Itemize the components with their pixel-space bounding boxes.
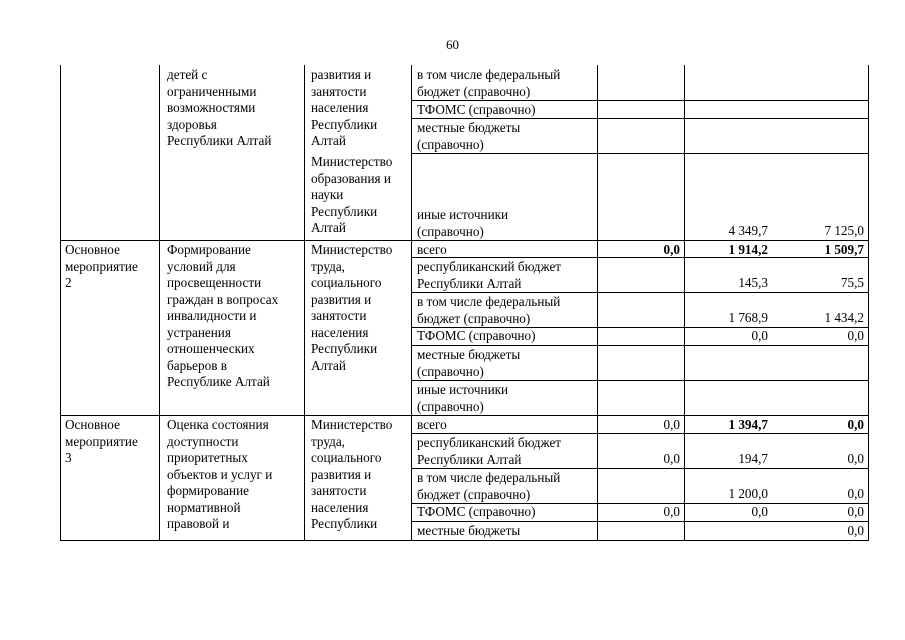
value-cell: 7 125,0 bbox=[824, 223, 864, 238]
table-border-bottom bbox=[60, 540, 869, 541]
event-name-cell: Оценка состояния доступности приоритетных объектов и услуг и формирование нормативной правовой и bbox=[167, 417, 273, 531]
column-divider bbox=[411, 65, 412, 541]
section-divider bbox=[60, 415, 869, 416]
table-border-right bbox=[868, 65, 869, 541]
source-cell: местные бюджеты bbox=[417, 523, 521, 538]
row-divider bbox=[411, 292, 869, 293]
executor-cell: Министерство образования и науки Республики Алтай bbox=[311, 154, 393, 235]
source-cell: местные бюджеты (справочно) bbox=[417, 120, 521, 152]
value-cell: 0,0 bbox=[751, 328, 768, 343]
value-cell: 194,7 bbox=[738, 451, 768, 466]
source-cell: республиканский бюджет Республики Алтай bbox=[417, 259, 562, 291]
source-cell: республиканский бюджет Республики Алтай bbox=[417, 435, 562, 467]
row-divider bbox=[411, 380, 869, 381]
source-cell: в том числе федеральный бюджет (справочно) bbox=[417, 470, 561, 502]
row-divider bbox=[411, 521, 869, 522]
event-label: Основное мероприятие 2 bbox=[65, 242, 138, 290]
event-name-cell: детей с ограниченными возможностями здоровья Республики Алтай bbox=[167, 67, 272, 148]
value-cell: 0,0 bbox=[847, 504, 864, 519]
row-divider bbox=[411, 100, 869, 101]
value-cell: 0,0 bbox=[663, 417, 680, 432]
value-cell: 1 768,9 bbox=[728, 310, 768, 325]
value-cell: 0,0 bbox=[847, 523, 864, 538]
column-divider bbox=[304, 65, 305, 541]
value-cell: 4 349,7 bbox=[728, 223, 768, 238]
value-cell: 0,0 bbox=[663, 504, 680, 519]
event-label: Основное мероприятие 3 bbox=[65, 417, 138, 465]
row-divider bbox=[411, 345, 869, 346]
row-divider bbox=[411, 468, 869, 469]
event-name-cell: Формирование условий для просвещенности граждан в вопросах инвалидности и устранения отношенческих барьеров в Республике Алтай bbox=[167, 242, 279, 389]
source-cell: ТФОМС (справочно) bbox=[417, 102, 536, 117]
value-cell: 1 509,7 bbox=[824, 242, 864, 257]
source-cell: иные источники (справочно) bbox=[417, 207, 509, 239]
section-divider bbox=[60, 240, 869, 241]
value-cell: 0,0 bbox=[847, 328, 864, 343]
value-cell: 145,3 bbox=[738, 275, 768, 290]
source-cell: в том числе федеральный бюджет (справочно) bbox=[417, 294, 561, 326]
executor-cell: Министерство труда, социального развития и занятости населения Республики Алтай bbox=[311, 242, 393, 373]
value-cell: 1 914,2 bbox=[728, 242, 768, 257]
column-divider bbox=[684, 65, 685, 541]
page-number: 60 bbox=[446, 37, 459, 52]
value-cell: 1 394,7 bbox=[728, 417, 768, 432]
value-cell: 0,0 bbox=[663, 242, 680, 257]
value-cell: 0,0 bbox=[847, 486, 864, 501]
source-cell: иные источники (справочно) bbox=[417, 382, 509, 414]
value-cell: 0,0 bbox=[751, 504, 768, 519]
source-cell: в том числе федеральный бюджет (справочно) bbox=[417, 67, 561, 99]
source-cell: всего bbox=[417, 242, 447, 257]
value-cell: 1 200,0 bbox=[728, 486, 768, 501]
value-cell: 0,0 bbox=[663, 451, 680, 466]
value-cell: 0,0 bbox=[847, 417, 864, 432]
source-cell: всего bbox=[417, 417, 447, 432]
source-cell: ТФОМС (справочно) bbox=[417, 328, 536, 343]
value-cell: 75,5 bbox=[840, 275, 864, 290]
executor-cell: Министерство труда, социального развития и занятости населения Республики bbox=[311, 417, 393, 531]
executor-cell: развития и занятости населения Республики Алтай bbox=[311, 67, 378, 148]
table-border-left bbox=[60, 65, 61, 541]
column-divider bbox=[597, 65, 598, 541]
budget-table bbox=[60, 65, 869, 541]
value-cell: 0,0 bbox=[847, 451, 864, 466]
source-cell: ТФОМС (справочно) bbox=[417, 504, 536, 519]
value-cell: 1 434,2 bbox=[824, 310, 864, 325]
column-divider bbox=[159, 65, 160, 541]
source-cell: местные бюджеты (справочно) bbox=[417, 347, 521, 379]
row-divider bbox=[411, 153, 869, 154]
